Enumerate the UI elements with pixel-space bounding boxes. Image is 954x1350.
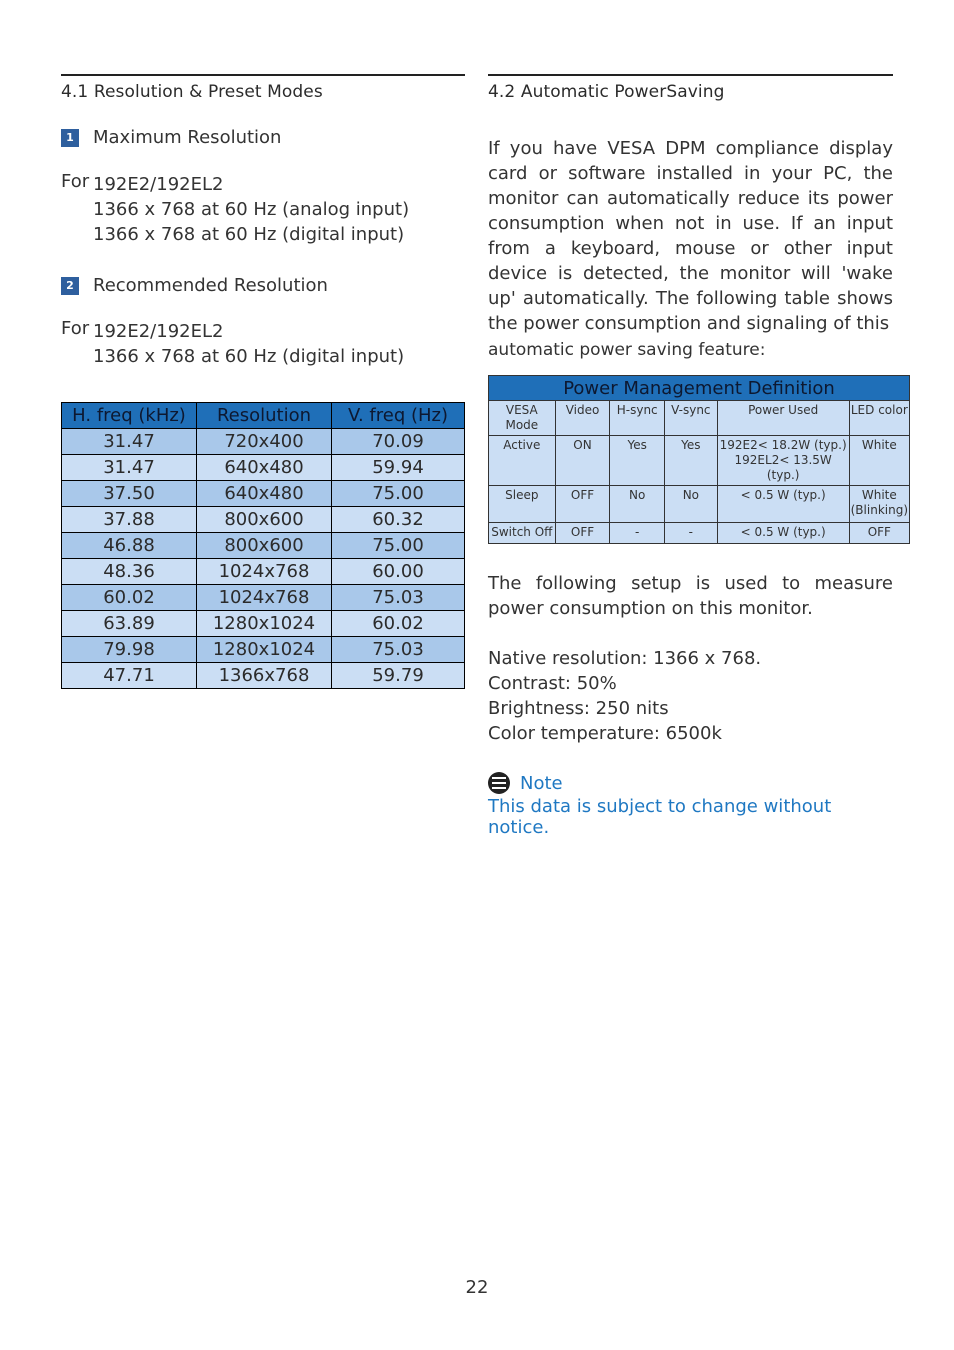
- max-resolution-block: [61, 173, 465, 248]
- table-row: [489, 486, 910, 523]
- intro-paragraph: If you have VESA DPM compliance display card or software installed in your PC, the monitor can automatically reduce its power consumption when not in use. If an input from a keyboard, mouse or other input device is detected, the monitor will 'wake up' automatically. The following table shows the power consumption and signaling of this: [488, 138, 893, 334]
- led-line: White: [861, 488, 897, 502]
- table-cell: OFF: [555, 523, 610, 544]
- model-name: 192E2/192EL2: [93, 174, 224, 195]
- table-cell: < 0.5 W (typ.): [717, 486, 849, 523]
- preset-modes-table: [61, 402, 465, 689]
- table-row: [62, 507, 465, 533]
- table-cell: No: [610, 486, 665, 523]
- note-text: This data is subject to change without notice.: [488, 796, 832, 838]
- table-cell: 60.00: [332, 559, 465, 585]
- number-badge: 1: [61, 129, 79, 147]
- table-cell: 60.02: [62, 585, 197, 611]
- table-row: [62, 663, 465, 689]
- column-header: Video: [555, 401, 610, 436]
- table-header-row: [62, 403, 465, 429]
- table-cell: [849, 486, 909, 523]
- table-cell: 75.00: [332, 533, 465, 559]
- spec-list: [488, 646, 893, 746]
- model-name: 192E2/192EL2: [93, 321, 224, 342]
- table-cell: 63.89: [62, 611, 197, 637]
- recommended-resolution-block: [61, 318, 465, 371]
- right-column: [488, 74, 908, 838]
- table-cell: White: [849, 436, 909, 486]
- column-header: V-sync: [665, 401, 718, 436]
- column-header: Resolution: [197, 403, 332, 429]
- table-cell: -: [610, 523, 665, 544]
- table-cell: 59.79: [332, 663, 465, 689]
- recommended-resolution-label: Recommended Resolution: [93, 275, 328, 296]
- table-cell: 48.36: [62, 559, 197, 585]
- recommended-resolution-heading: [61, 275, 465, 296]
- table-cell: No: [665, 486, 718, 523]
- table-cell: 75.00: [332, 481, 465, 507]
- table-cell: 31.47: [62, 455, 197, 481]
- table-cell: 60.32: [332, 507, 465, 533]
- spec-line: Brightness: 250 nits: [488, 698, 669, 719]
- table-cell: 46.88: [62, 533, 197, 559]
- table-cell: 640x480: [197, 455, 332, 481]
- led-line: (Blinking): [850, 503, 908, 517]
- column-header: LED color: [849, 401, 909, 436]
- column-header: H-sync: [610, 401, 665, 436]
- table-cell: 60.02: [332, 611, 465, 637]
- spec-line: Color temperature: 6500k: [488, 723, 722, 744]
- intro-last-line: automatic power saving feature:: [488, 340, 766, 360]
- table-cell: OFF: [555, 486, 610, 523]
- table-row: [62, 559, 465, 585]
- spec-line: Native resolution: 1366 x 768.: [488, 648, 762, 669]
- number-badge: 2: [61, 277, 79, 295]
- table-cell: 75.03: [332, 585, 465, 611]
- table-cell: Sleep: [489, 486, 556, 523]
- resolution-line: 1366 x 768 at 60 Hz (analog input): [93, 199, 410, 220]
- table-cell: 31.47: [62, 429, 197, 455]
- table-cell: 800x600: [197, 507, 332, 533]
- table-cell: Active: [489, 436, 556, 486]
- table-cell: 1024x768: [197, 559, 332, 585]
- table-cell: 37.50: [62, 481, 197, 507]
- table-cell: 37.88: [62, 507, 197, 533]
- table-cell: 1366x768: [197, 663, 332, 689]
- table-row: [489, 436, 910, 486]
- column-header: V. freq (Hz): [332, 403, 465, 429]
- table-cell: 79.98: [62, 637, 197, 663]
- table-cell: 1024x768: [197, 585, 332, 611]
- spec-line: Contrast: 50%: [488, 673, 617, 694]
- table-cell: 800x600: [197, 533, 332, 559]
- power-line: 192EL2< 13.5W (typ.): [734, 453, 832, 482]
- power-management-table: [488, 375, 910, 544]
- resolution-line: 1366 x 768 at 60 Hz (digital input): [93, 224, 405, 245]
- table-cell: OFF: [849, 523, 909, 544]
- table-cell: 1280x1024: [197, 637, 332, 663]
- table-cell: 59.94: [332, 455, 465, 481]
- resolution-line: 1366 x 768 at 60 Hz (digital input): [93, 346, 405, 367]
- table-cell: Yes: [665, 436, 718, 486]
- for-label: For: [61, 171, 90, 192]
- section-title: 4.1 Resolution & Preset Modes: [61, 82, 323, 102]
- note-title: Note: [520, 772, 563, 794]
- table-cell: 640x480: [197, 481, 332, 507]
- table-cell: Switch Off: [489, 523, 556, 544]
- column-header: Power Used: [717, 401, 849, 436]
- section-title: 4.2 Automatic PowerSaving: [488, 82, 725, 102]
- table-row: [489, 523, 910, 544]
- page-number: 22: [465, 1277, 489, 1298]
- table-cell: -: [665, 523, 718, 544]
- note-icon: [488, 772, 510, 794]
- table-cell: 720x400: [197, 429, 332, 455]
- table-cell: 75.03: [332, 637, 465, 663]
- table-row: [62, 455, 465, 481]
- left-column: [61, 74, 465, 689]
- section-rule: [488, 74, 893, 76]
- table-cell: 47.71: [62, 663, 197, 689]
- table-cell: ON: [555, 436, 610, 486]
- table-cell: < 0.5 W (typ.): [717, 523, 849, 544]
- table-row: [62, 611, 465, 637]
- table-row: [62, 481, 465, 507]
- setup-paragraph: The following setup is used to measure power consumption on this monitor.: [488, 573, 893, 619]
- table-header-row: [489, 401, 910, 436]
- note-heading: [488, 772, 893, 794]
- column-header: VESA Mode: [489, 401, 556, 436]
- table-row: [62, 533, 465, 559]
- table-cell: [717, 436, 849, 486]
- table-row: [62, 585, 465, 611]
- column-header: H. freq (kHz): [62, 403, 197, 429]
- section-rule: [61, 74, 465, 76]
- table-cell: Yes: [610, 436, 665, 486]
- table-cell: 1280x1024: [197, 611, 332, 637]
- table-row: [62, 429, 465, 455]
- max-resolution-label: Maximum Resolution: [93, 127, 282, 148]
- for-label: For: [61, 318, 90, 339]
- table-cell: 70.09: [332, 429, 465, 455]
- table-row: [62, 637, 465, 663]
- power-line: 192E2< 18.2W (typ.): [719, 438, 847, 452]
- max-resolution-heading: [61, 127, 465, 148]
- table-title: Power Management Definition: [489, 376, 910, 401]
